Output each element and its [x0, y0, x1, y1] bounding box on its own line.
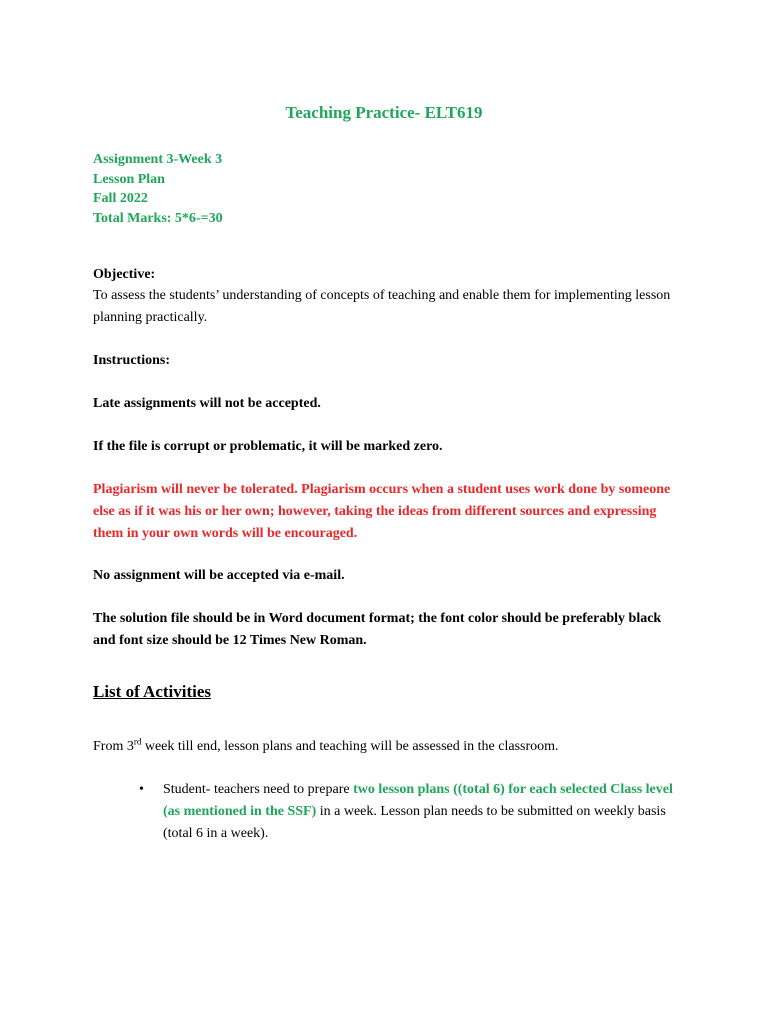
- activity-text-start: Student- teachers need to prepare: [163, 782, 354, 797]
- activity-highlight: two lesson plans ((total 6) for each selected Class level (as mentioned in the SSF): [163, 782, 673, 819]
- document-title: Teaching Practice- ELT619: [285, 103, 483, 122]
- total-marks: Total Marks: 5*6-=30: [93, 210, 223, 226]
- activities-heading: List of Activities: [93, 682, 212, 701]
- intro-rest: week till end, lesson plans and teaching will be assessed in the classroom.: [141, 739, 559, 754]
- objective-heading: Objective:: [93, 267, 156, 282]
- instruction-plagiarism: Plagiarism will never be tolerated. Plagiarism occurs when a student uses work done by someone else as if it was his or her own; however, taking the ideas from different sources and expressing them in your own words will be encouraged.: [93, 482, 671, 541]
- instruction-late: Late assignments will not be accepted.: [93, 396, 321, 411]
- objective-text: To assess the students’ understanding of concepts of teaching and enable them for implementing lesson planning practically.: [93, 288, 671, 325]
- activity-item: [163, 779, 673, 845]
- instruction-email: No assignment will be accepted via e-mail.: [93, 568, 345, 583]
- assignment-meta: [93, 150, 693, 228]
- instruction-solution-format: The solution file should be in Word document format; the font color should be preferably black and font size should be 12 Times New Roman.: [93, 611, 662, 648]
- assignment-term: Fall 2022: [93, 191, 148, 206]
- intro-ordinal: rd: [133, 736, 142, 747]
- assignment-number: Assignment 3-Week 3: [93, 152, 223, 167]
- instructions-heading: Instructions:: [93, 353, 171, 368]
- intro-start: From 3: [93, 739, 134, 754]
- assignment-type: Lesson Plan: [93, 171, 165, 187]
- instruction-corrupt: If the file is corrupt or problematic, it will be marked zero.: [93, 439, 443, 454]
- activity-text-end: in a week. Lesson plan needs to be submitted on weekly basis (total 6 in a week).: [163, 804, 666, 841]
- bullet-icon: •: [139, 782, 144, 797]
- activities-intro: [93, 736, 693, 758]
